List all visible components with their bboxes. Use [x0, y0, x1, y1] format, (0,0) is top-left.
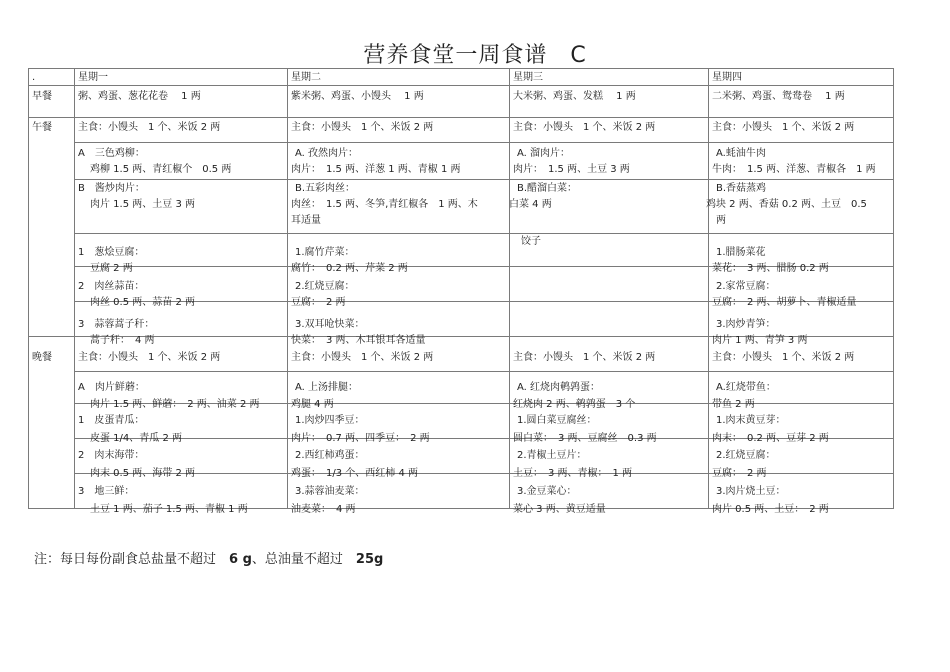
lunch-dish-name: B.五彩肉丝： — [295, 183, 356, 194]
row-line — [74, 179, 894, 180]
dinner-staple-cell: 主食：小馒头 1 个、米饭 2 两 — [291, 352, 434, 363]
lunch-dish-ingredients: 耳适量 — [291, 215, 321, 226]
lunch-side-dish-name: 1.腊肠菜花 — [716, 247, 766, 258]
dinner-dish-name: A.红烧带鱼： — [716, 382, 776, 393]
lunch-dish-name: B 酱炒肉片： — [78, 183, 145, 194]
lunch-staple-cell: 主食：小馒头 1 个、米饭 2 两 — [78, 122, 221, 133]
dinner-dish-name: 1.肉末黄豆芽： — [716, 415, 786, 426]
lunch-side-dish-name: 3.肉炒青笋： — [716, 319, 776, 330]
lunch-dish-ingredients: 肉片 1.5 两、土豆 3 两 — [90, 199, 195, 210]
row-line — [28, 117, 894, 118]
lunch-side-dish-ingredients: 豆腐 2 两 — [90, 263, 133, 274]
oil-limit: 25g — [355, 552, 384, 567]
header-dot: . — [32, 72, 36, 83]
lunch-side-dish-name: 1 葱烩豆腐： — [78, 247, 145, 258]
dinner-dish-name: 2.红烧豆腐： — [716, 450, 776, 461]
dinner-staple-cell: 主食：小馒头 1 个、米饭 2 两 — [513, 352, 656, 363]
row-line — [74, 371, 894, 372]
lunch-side-dish-ingredients: 肉片 1 两、青笋 3 两 — [712, 335, 808, 346]
dinner-dish-name: 2.青椒土豆片： — [517, 450, 587, 461]
breakfast-cell: 粥、鸡蛋、葱花花卷 1 两 — [78, 91, 201, 102]
lunch-side-dish-name: 3.双耳呛快菜： — [295, 319, 365, 330]
lunch-staple-cell: 主食：小馒头 1 个、米饭 2 两 — [291, 122, 434, 133]
dinner-staple-cell: 主食：小馒头 1 个、米饭 2 两 — [712, 352, 855, 363]
meal-label-dinner: 晚餐 — [32, 352, 52, 363]
row-line — [74, 233, 894, 234]
lunch-side-dish-ingredients: 豆腐： 2 两、胡萝卜、青椒适量 — [712, 297, 857, 308]
dinner-dish-name: A 肉片鲜蘑： — [78, 382, 145, 393]
col-line — [287, 68, 288, 509]
dinner-dish-ingredients: 肉末： 0.2 两、豆芽 2 两 — [712, 433, 829, 444]
dinner-dish-name: 1.圆白菜豆腐丝： — [517, 415, 597, 426]
dinner-dish-ingredients: 肉片 0.5 两、土豆： 2 两 — [712, 504, 829, 515]
lunch-dish-name: B.醋溜白菜： — [517, 183, 578, 194]
row-line — [28, 85, 894, 86]
note-mid: 、总油量不超过 — [251, 552, 356, 567]
lunch-side-dish-name: 饺子 — [521, 236, 541, 247]
meal-label-breakfast: 早餐 — [32, 91, 52, 102]
breakfast-cell: 紫米粥、鸡蛋、小馒头 1 两 — [291, 91, 424, 102]
dinner-dish-ingredients: 鸡腿 4 两 — [291, 399, 334, 410]
lunch-dish-name: A. 孜然肉片： — [295, 148, 359, 159]
lunch-side-dish-ingredients: 腐竹： 0.2 两、芹菜 2 两 — [291, 263, 408, 274]
lunch-dish-ingredients: 牛肉： 1.5 两、洋葱、青椒各 1 两 — [712, 164, 876, 175]
breakfast-cell: 二米粥、鸡蛋、鸳鸯卷 1 两 — [712, 91, 845, 102]
day-header: 星期四 — [712, 72, 742, 83]
meal-label-lunch: 午餐 — [32, 122, 52, 133]
dinner-dish-ingredients: 圆白菜： 3 两、豆腐丝 0.3 两 — [513, 433, 657, 444]
lunch-dish-name: B.香菇蒸鸡 — [716, 183, 767, 194]
day-header: 星期一 — [78, 72, 108, 83]
dinner-dish-ingredients: 肉片 1.5 两、鲜蘑： 2 两、油菜 2 两 — [90, 399, 260, 410]
lunch-side-dish-name: 2 肉丝蒜苗： — [78, 281, 145, 292]
lunch-dish-name: A. 溜肉片： — [517, 148, 571, 159]
dinner-dish-ingredients: 皮蛋 1/4、青瓜 2 两 — [90, 433, 182, 444]
menu-table — [28, 68, 894, 515]
dinner-dish-name: 3.蒜蓉油麦菜： — [295, 486, 365, 497]
dinner-dish-name: A. 上汤排腿： — [295, 382, 359, 393]
dinner-dish-name: A. 红烧肉鹌鹑蛋： — [517, 382, 601, 393]
row-line — [74, 473, 894, 474]
dinner-dish-ingredients: 带鱼 2 两 — [712, 399, 755, 410]
dinner-dish-name: 2.西红柿鸡蛋： — [295, 450, 365, 461]
day-header: 星期三 — [513, 72, 543, 83]
col-line — [509, 68, 510, 509]
col-line — [28, 68, 29, 509]
dinner-dish-name: 2 肉末海带： — [78, 450, 145, 461]
dinner-dish-ingredients: 土豆 1 两、茄子 1.5 两、青椒 1 两 — [90, 504, 248, 515]
lunch-side-dish-ingredients: 菜花： 3 两、腊肠 0.2 两 — [712, 263, 829, 274]
lunch-side-dish-ingredients: 肉丝 0.5 两、蒜苗 2 两 — [90, 297, 195, 308]
salt-limit: 6 g — [229, 552, 252, 567]
footnote — [34, 548, 383, 567]
lunch-side-dish-name: 1.腐竹芹菜： — [295, 247, 355, 258]
lunch-side-dish-ingredients: 蒿子秆： 4 两 — [90, 335, 155, 346]
lunch-side-dish-ingredients: 豆腐： 2 两 — [291, 297, 346, 308]
lunch-dish-name: A 三色鸡柳： — [78, 148, 145, 159]
dinner-dish-ingredients: 肉片： 0.7 两、四季豆： 2 两 — [291, 433, 430, 444]
lunch-dish-ingredients: 肉片： 1.5 两、洋葱 1 两、青椒 1 两 — [291, 164, 461, 175]
dinner-dish-name: 3.肉片烧土豆： — [716, 486, 786, 497]
col-line — [74, 68, 75, 509]
lunch-dish-ingredients: 鸡块 2 两、香菇 0.2 两、土豆 0.5 — [706, 199, 867, 210]
breakfast-cell: 大米粥、鸡蛋、发糕 1 两 — [513, 91, 636, 102]
dinner-dish-ingredients: 豆腐： 2 两 — [712, 468, 767, 479]
dinner-dish-ingredients: 菜心 3 两、黄豆适量 — [513, 504, 606, 515]
lunch-dish-ingredients: 两 — [716, 215, 726, 226]
lunch-dish-ingredients: 肉丝： 1.5 两、冬笋,青红椒各 1 两、木 — [291, 199, 478, 210]
lunch-staple-cell: 主食：小馒头 1 个、米饭 2 两 — [712, 122, 855, 133]
row-line — [28, 68, 894, 69]
lunch-dish-name: A.蚝油牛肉 — [716, 148, 766, 159]
day-header: 星期二 — [291, 72, 321, 83]
lunch-dish-ingredients: 肉片： 1.5 两、土豆 3 两 — [513, 164, 630, 175]
lunch-staple-cell: 主食：小馒头 1 个、米饭 2 两 — [513, 122, 656, 133]
dinner-staple-cell: 主食：小馒头 1 个、米饭 2 两 — [78, 352, 221, 363]
dinner-dish-ingredients: 土豆： 3 两、青椒： 1 两 — [513, 468, 633, 479]
lunch-side-dish-name: 2.家常豆腐： — [716, 281, 776, 292]
dinner-dish-name: 1 皮蛋青瓜： — [78, 415, 145, 426]
lunch-side-dish-ingredients: 快菜： 3 两、木耳银耳各适量 — [291, 335, 426, 346]
col-line — [708, 68, 709, 509]
lunch-side-dish-name: 2.红烧豆腐： — [295, 281, 355, 292]
page-title: 营养食堂一周食谱 C — [363, 43, 587, 68]
note-prefix: 注：每日每份副食总盐量不超过 — [34, 552, 230, 567]
lunch-dish-ingredients: 白菜 4 两 — [509, 199, 552, 210]
dinner-dish-ingredients: 鸡蛋： 1/3 个、西红柿 4 两 — [291, 468, 418, 479]
dinner-dish-ingredients: 油麦菜： 4 两 — [291, 504, 356, 515]
lunch-dish-ingredients: 鸡柳 1.5 两、青红椒个 0.5 两 — [90, 164, 232, 175]
col-line — [893, 68, 894, 509]
dinner-dish-name: 3.金豆菜心： — [517, 486, 577, 497]
dinner-dish-ingredients: 肉末 0.5 两、海带 2 两 — [90, 468, 195, 479]
dinner-dish-ingredients: 红烧肉 2 两、鹌鹑蛋 3 个 — [513, 399, 636, 410]
lunch-side-dish-name: 3 蒜蓉蒿子秆： — [78, 319, 155, 330]
dinner-dish-name: 3 地三鲜： — [78, 486, 135, 497]
row-line — [74, 142, 894, 143]
dinner-dish-name: 1.肉炒四季豆： — [295, 415, 365, 426]
